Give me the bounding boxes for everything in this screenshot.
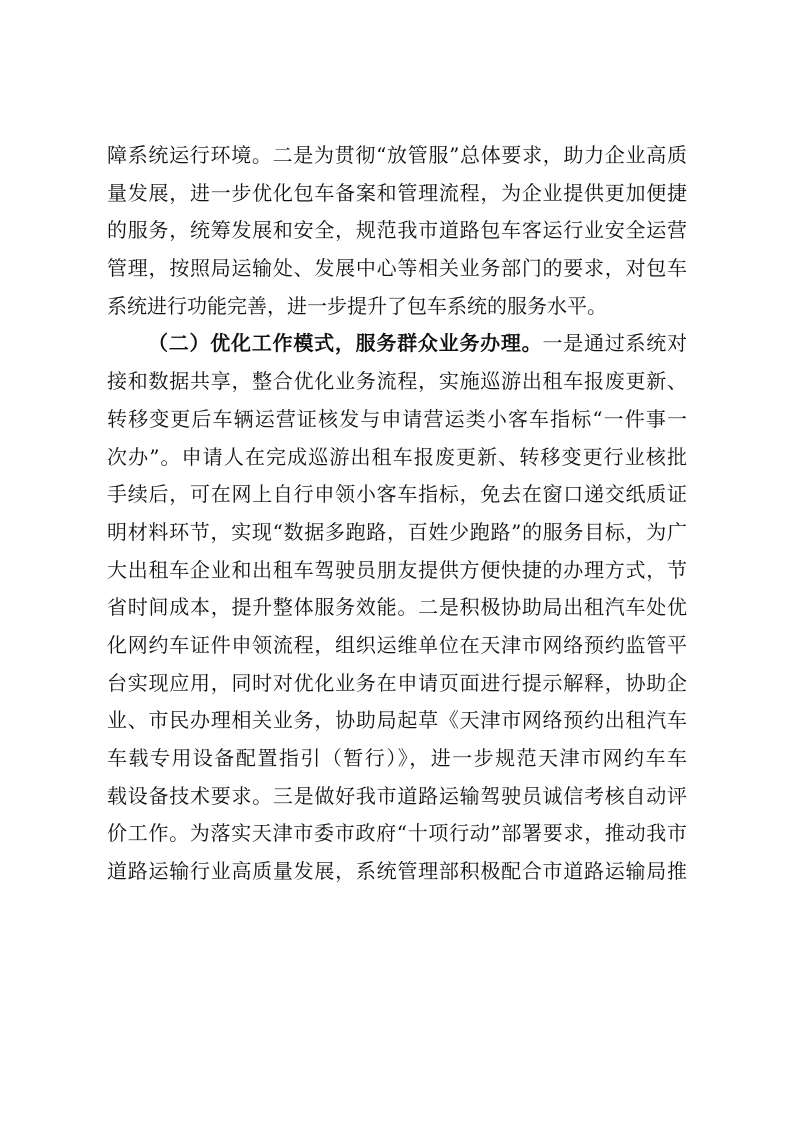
paragraph-line: 大出租车企业和出租车驾驶员朋友提供方便快捷的办理方式，节 [107,557,687,582]
paragraph-line: 管理，按照局运输处、发展中心等相关业务部门的要求，对包车 [107,256,687,281]
paragraph-line: 次办”。申请人在完成巡游出租车报废更新、转移变更行业核批 [107,444,687,469]
paragraph-line-text: 一是通过系统对 [542,331,687,356]
paragraph-line [107,325,687,363]
section-heading: （二）优化工作模式，服务群众业务办理。 [148,331,543,356]
paragraph-line: 道路运输行业高质量发展，系统管理部积极配合市道路运输局推 [107,859,687,884]
paragraph-line: 化网约车证件申领流程，组织运维单位在天津市网络预约监管平 [107,632,687,657]
paragraph-line: 障系统运行环境。二是为贯彻“放管服”总体要求，助力企业高质 [107,143,687,167]
paragraph-line: 载设备技术要求。三是做好我市道路运输驾驶员诚信考核自动评 [107,783,687,808]
paragraph-line: 明材料环节，实现“数据多跑路，百姓少跑路”的服务目标，为广 [107,519,687,544]
paragraph-line: 车载专用设备配置指引（暂行）》，进一步规范天津市网约车车 [107,746,687,770]
paragraph-line: 业、市民办理相关业务，协助局起草《天津市网络预约出租汽车 [107,708,687,733]
body-text [107,137,687,891]
paragraph-line: 台实现应用，同时对优化业务在申请页面进行提示解释，协助企 [107,670,687,695]
paragraph-line: 接和数据共享，整合优化业务流程，实施巡游出租车报废更新、 [107,369,687,394]
paragraph-line: 系统进行功能完善，进一步提升了包车系统的服务水平。 [107,293,607,318]
paragraph-line: 的服务，统筹发展和安全，规范我市道路包车客运行业安全运营 [107,218,687,243]
paragraph-line: 价工作。为落实天津市委市政府“十项行动”部署要求，推动我市 [107,821,687,846]
paragraph-line: 转移变更后车辆运营证核发与申请营运类小客车指标“一件事一 [107,406,687,431]
paragraph-line: 量发展，进一步优化包车备案和管理流程，为企业提供更加便捷 [107,180,687,205]
paragraph-line: 省时间成本，提升整体服务效能。二是积极协助局出租汽车处优 [107,595,687,620]
paragraph-line: 手续后，可在网上自行申领小客车指标，免去在窗口递交纸质证 [107,482,687,507]
